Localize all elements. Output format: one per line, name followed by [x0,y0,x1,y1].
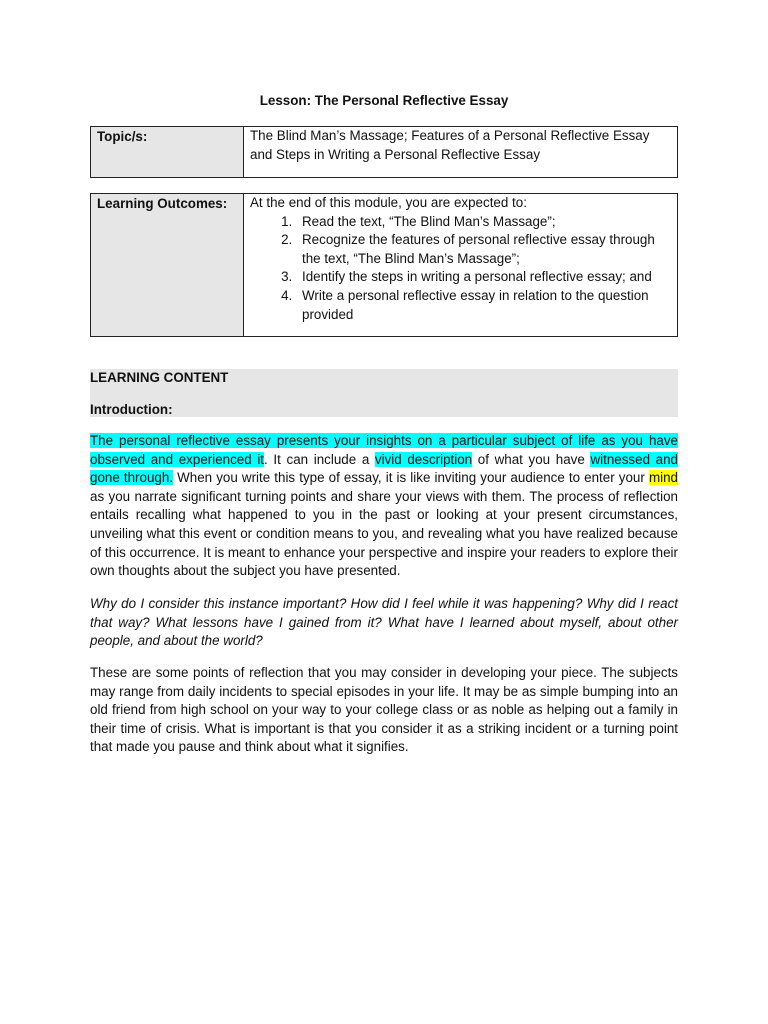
topics-row [91,127,678,178]
lesson-title: Lesson: The Personal Reflective Essay [259,93,509,108]
topics-label: Topic/s: [91,127,244,178]
learning-outcomes-cell [244,194,678,337]
learning-outcomes-table [90,193,678,337]
outcome-item: 4. Write a personal reflective essay in relation to the question provided [296,287,671,324]
paragraph-text: . It can include a [264,451,375,467]
outcome-item: 2. Recognize the features of personal reflective essay through the text, “The Blind Man’s Massage”; [296,231,671,268]
learning-outcomes-intro: At the end of this module, you are expected to: [250,195,527,210]
topics-table [90,126,678,178]
paragraph-text: as you narrate significant turning points and share your views with them. The process of reflection entails recalling what happened to you in the past or looking at your present circumstances, unveiling what this event or condition means to you, and revealing what you have realized because of this occurrence. It is meant to enhance your perspective and inspire your readers to explore their own thoughts about the subject you have presented. [90,488,678,579]
highlight-yellow: mind [648,470,678,486]
reflection-questions-paragraph: Why do I consider this instance important? How did I feel while it was happening? Why did I react that way? What lessons have I gained from it? What have I learned about myself, about other people, and about the world? [90,596,678,649]
reflection-points-paragraph: These are some points of reflection that you may consider in developing your piece. The subjects may range from daily incidents to special episodes in your life. It may be as simple bumping into an old friend from high school on your way to your college class or as noble as helping out a family in their time of crisis. What is important is that you consider it as a striking incident or a turning point that made you pause and think about what it signifies. [90,665,678,755]
outcome-item: 3. Identify the steps in writing a personal reflective essay; and [296,268,671,287]
learning-outcomes-label: Learning Outcomes: [91,194,244,337]
introduction-heading: Introduction: [90,402,173,417]
introduction-paragraph [90,432,678,581]
highlight-cyan: vivid description [374,451,473,467]
learning-outcomes-row [91,194,678,337]
paragraph-text: When you write this type of essay, it is like inviting your audience to enter your [173,470,649,486]
learning-content-heading: LEARNING CONTENT [90,370,229,385]
topics-value: The Blind Man’s Massage; Features of a Personal Reflective Essay and Steps in Writing a Personal Reflective Essay [244,127,678,178]
outcome-item: 1. Read the text, “The Blind Man’s Massage”; [296,213,671,232]
paragraph-text: of what you have [472,451,591,467]
highlight-cyan: The personal reflective essay presents your insights on a particular subject of life as you have observed and experienced it [90,433,678,467]
highlight-cyan: witnessed and gone through. [90,451,679,486]
learning-content-header [90,369,678,417]
learning-outcomes-list [250,213,671,325]
